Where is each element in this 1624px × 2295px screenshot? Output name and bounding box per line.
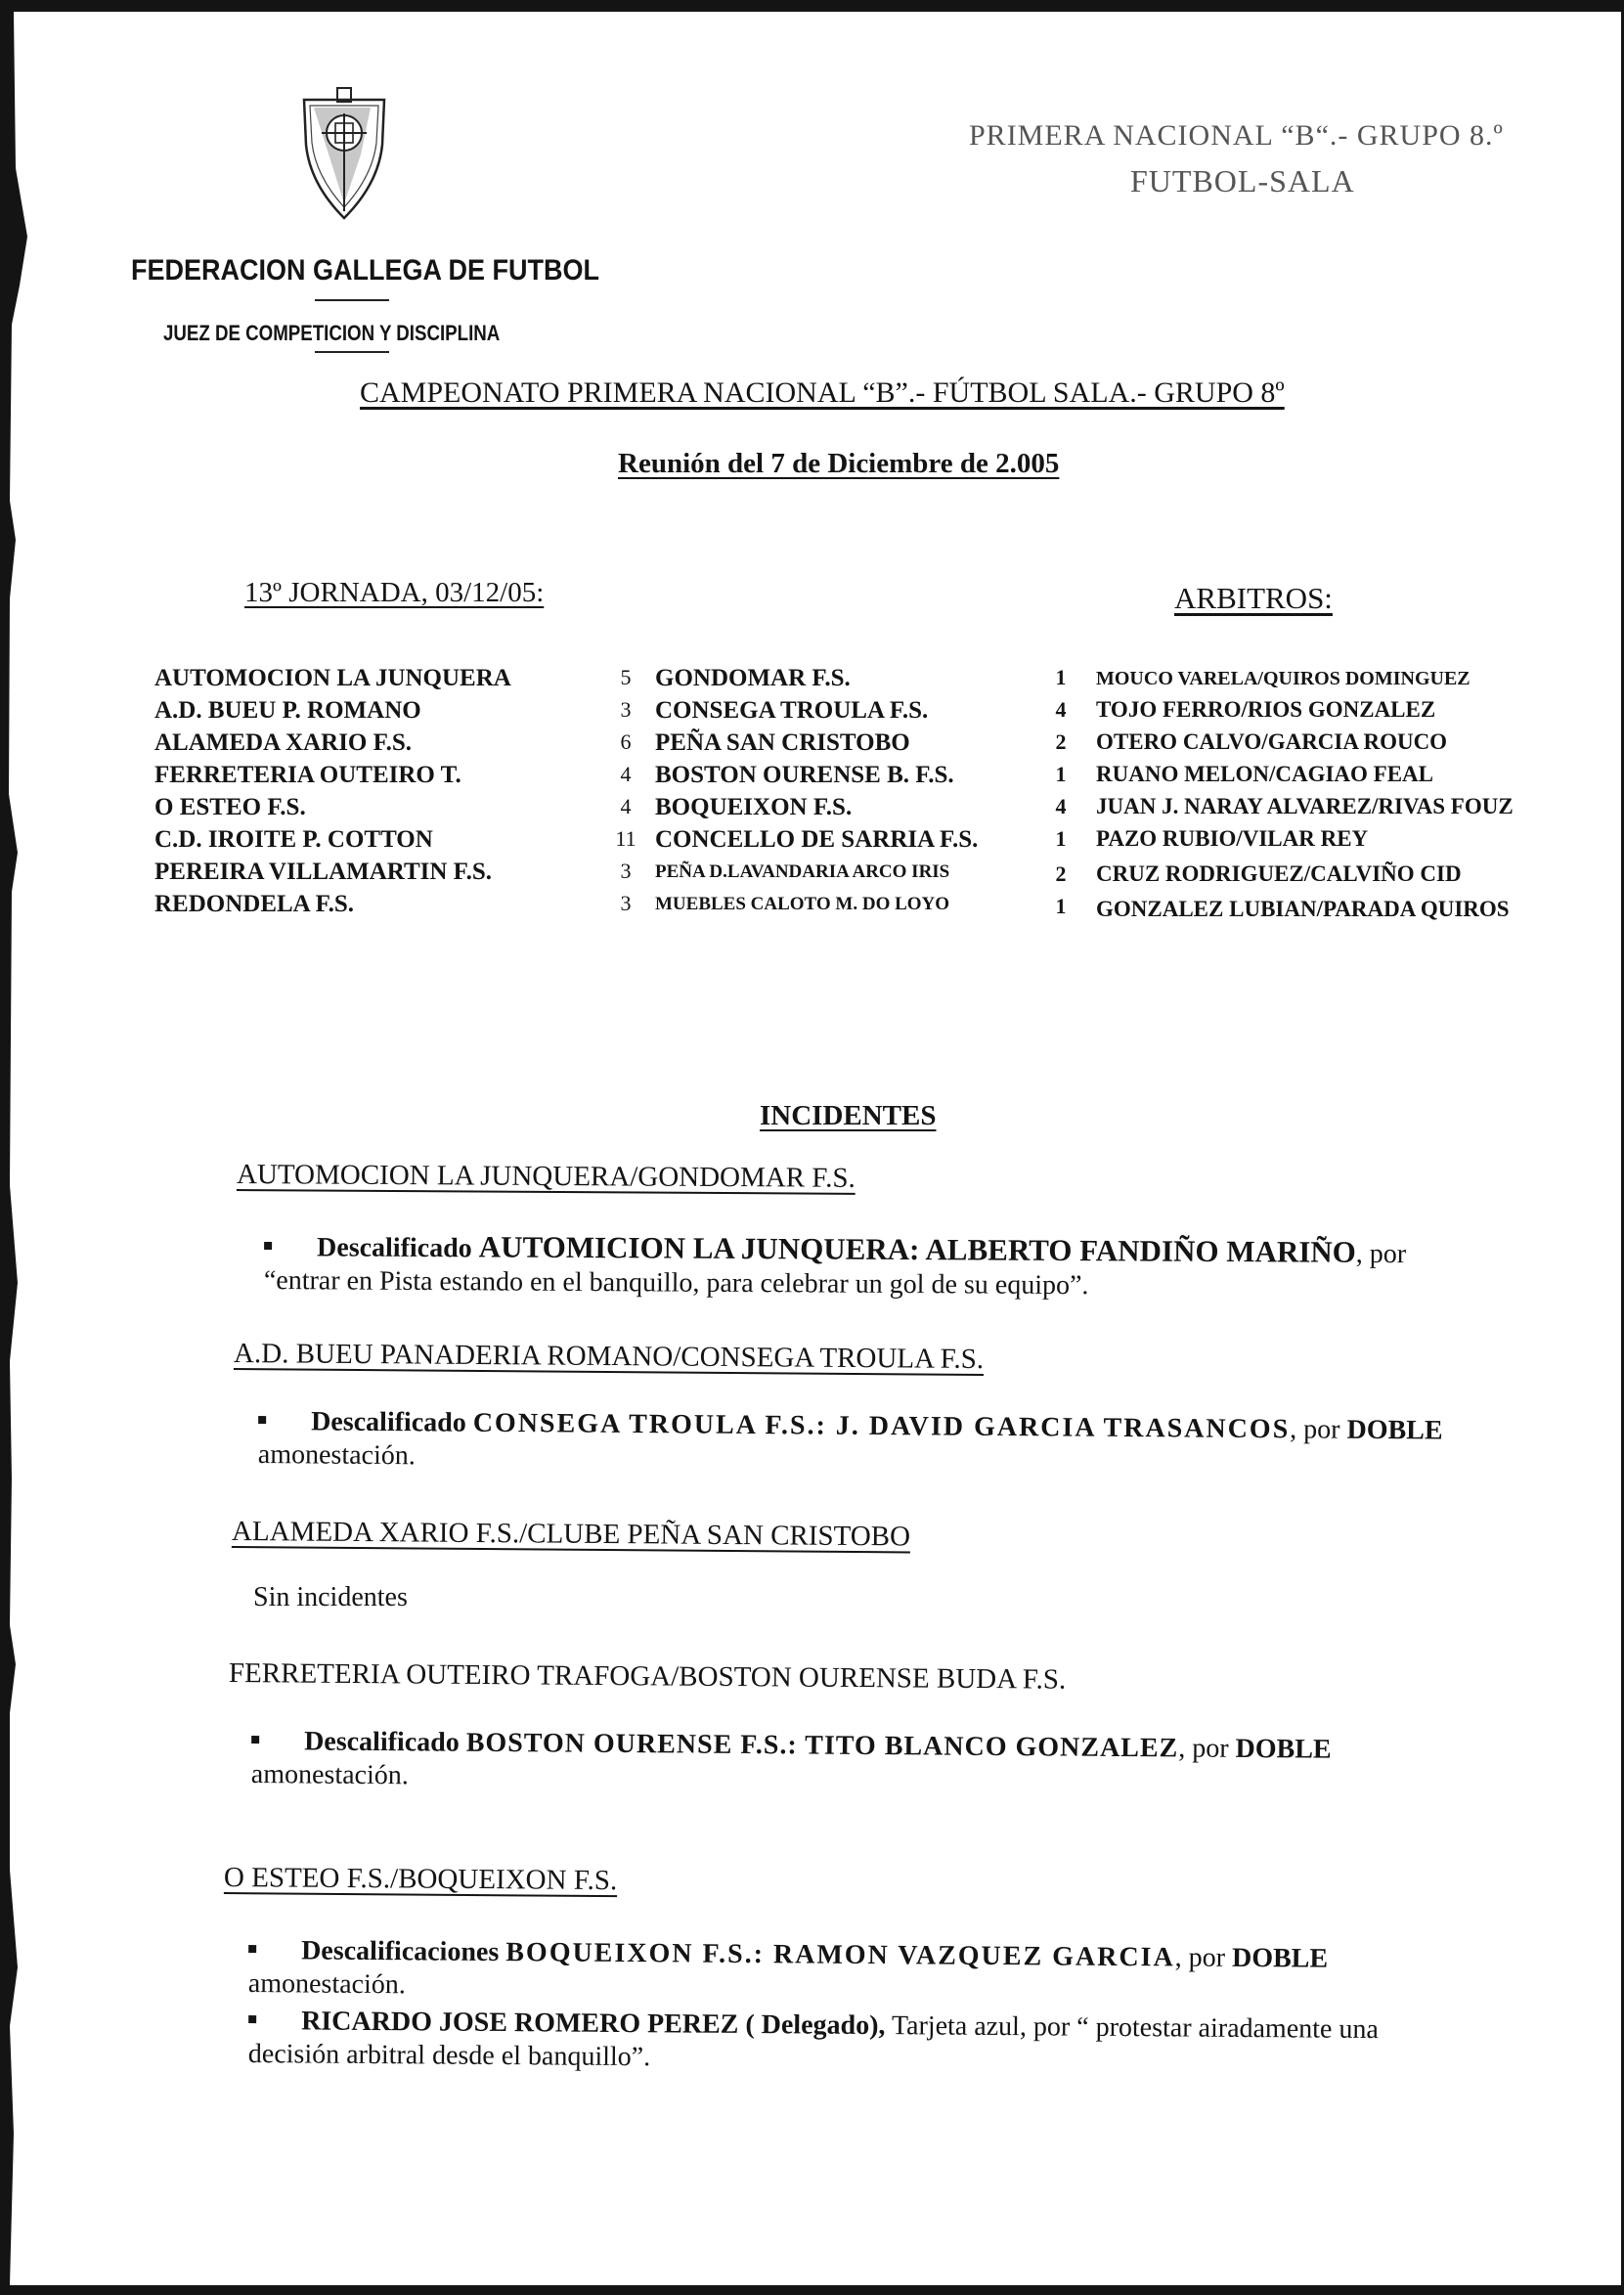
incident-text: Tarjeta azul, por “ protestar airadamente una decisión arbitral desde el banquillo”.	[247, 2010, 1379, 2073]
incident-text: Sin incidentes	[253, 1582, 408, 1612]
referees: GONZALEZ LUBIAN/PARADA QUIROS	[1096, 897, 1510, 921]
away-score: 1	[1055, 894, 1067, 918]
incident-text: , por “entrar en Pista estando en el banquillo, para celebrar un gol de su equipo”.	[263, 1238, 1407, 1302]
away-team: MUEBLES CALOTO M. DO LOYO	[655, 894, 950, 914]
referees: MOUCO VARELA/QUIROS DOMINGUEZ	[1096, 668, 1470, 689]
home-score: 3	[620, 697, 632, 722]
home-score: 3	[620, 891, 632, 915]
incident-subject: BOSTON OURENSE F.S.: TITO BLANCO GONZALEZ	[465, 1727, 1179, 1764]
referees: PAZO RUBIO/VILAR REY	[1096, 826, 1369, 851]
incident-paragraph	[248, 1934, 1469, 2010]
round-heading: 13º JORNADA, 03/12/05:	[244, 577, 545, 608]
table-row	[6, 859, 1621, 891]
home-score: 6	[620, 729, 632, 754]
incident-emphasis: DOBLE	[1231, 1942, 1329, 1974]
incident-subject: AUTOMICION LA JUNQUERA: ALBERTO FANDIÑO MARIÑO	[478, 1229, 1356, 1269]
incident-text: amonestación.	[247, 1968, 406, 2001]
match-title: FERRETERIA OUTEIRO TRAFOGA/BOSTON OURENSE BUDA F.S.	[228, 1657, 1067, 1696]
away-team: PEÑA SAN CRISTOBO	[655, 729, 910, 756]
bullet-icon	[248, 2015, 256, 2023]
incident-text: amonestación.	[257, 1439, 416, 1472]
away-team: BOSTON OURENSE B. F.S.	[655, 762, 954, 788]
home-score: 5	[620, 665, 632, 689]
away-team: CONSEGA TROULA F.S.	[655, 697, 929, 724]
referees: CRUZ RODRIGUEZ/CALVIÑO CID	[1096, 861, 1462, 886]
incident-lead: RICARDO JOSE ROMERO PEREZ	[301, 2006, 739, 2040]
bullet-icon	[248, 1945, 256, 1953]
divider	[315, 351, 389, 353]
away-score: 4	[1055, 794, 1067, 818]
away-team: GONDOMAR F.S.	[655, 665, 851, 691]
incident-text: , por	[1178, 1733, 1236, 1764]
table-row	[6, 729, 1621, 762]
incident-text: , por	[1290, 1414, 1347, 1445]
incident-emphasis: DOBLE	[1346, 1414, 1443, 1446]
home-score: 4	[620, 762, 632, 786]
incident-paragraph	[258, 1405, 1478, 1481]
incident-text: , por	[1174, 1942, 1233, 1973]
referees: TOJO FERRO/RIOS GONZALEZ	[1096, 697, 1436, 722]
away-score: 1	[1055, 665, 1067, 689]
away-score: 4	[1055, 697, 1067, 722]
federation-crest-icon	[300, 86, 388, 223]
incidents-heading: INCIDENTES	[760, 1100, 937, 1131]
referees: JUAN J. NARAY ALVAREZ/RIVAS FOUZ	[1096, 794, 1514, 818]
federation-name: FEDERACION GALLEGA DE FUTBOL	[131, 254, 599, 287]
torn-edge	[6, 12, 65, 2285]
incident-paragraph	[248, 2005, 1469, 2081]
table-row	[6, 794, 1621, 826]
match-title: O ESTEO F.S./BOQUEIXON F.S.	[223, 1862, 618, 1897]
incident-lead: Descalificado	[317, 1232, 472, 1264]
referees-heading: ARBITROS:	[1174, 581, 1333, 615]
incident-emphasis: DOBLE	[1235, 1733, 1332, 1765]
incident-lead: Descalificado	[304, 1726, 460, 1758]
table-row	[6, 762, 1621, 794]
home-team: REDONDELA F.S.	[154, 891, 354, 917]
document-title: CAMPEONATO PRIMERA NACIONAL “B”.- FÚTBOL SALA.- GRUPO 8º	[360, 376, 1285, 409]
document-page	[6, 12, 1621, 2285]
home-team: O ESTEO F.S.	[154, 794, 306, 820]
league-line: PRIMERA NACIONAL “B“.- GRUPO 8.º	[969, 119, 1504, 152]
referees: OTERO CALVO/GARCIA ROUCO	[1096, 729, 1448, 754]
home-team: FERRETERIA OUTEIRO T.	[154, 762, 461, 788]
incident-role: ( Delegado),	[738, 2008, 886, 2042]
away-team: CONCELLO DE SARRIA F.S.	[655, 826, 979, 853]
home-team: PEREIRA VILLAMARTIN F.S.	[154, 859, 493, 885]
match-title: A.D. BUEU PANADERIA ROMANO/CONSEGA TROULA F.S.	[233, 1338, 985, 1376]
incident-text: amonestación.	[250, 1759, 409, 1791]
away-score: 2	[1055, 861, 1067, 886]
bullet-icon	[251, 1736, 259, 1743]
incident-paragraph	[251, 1725, 1471, 1801]
away-score: 2	[1055, 729, 1067, 754]
referees: RUANO MELON/CAGIAO FEAL	[1096, 762, 1434, 786]
divider	[315, 299, 389, 301]
home-team: C.D. IROITE P. COTTON	[154, 826, 433, 853]
committee-name: JUEZ DE COMPETICION Y DISCIPLINA	[163, 321, 501, 345]
incident-lead: Descalificaciones	[301, 1935, 500, 1968]
table-row	[6, 826, 1621, 859]
table-row	[6, 665, 1621, 697]
home-score: 4	[620, 794, 632, 818]
home-team: A.D. BUEU P. ROMANO	[154, 697, 421, 724]
incident-lead: Descalificado	[311, 1406, 466, 1438]
incident-subject: BOQUEIXON F.S.: RAMON VAZQUEZ GARCIA	[505, 1937, 1175, 1973]
home-team: ALAMEDA XARIO F.S.	[154, 729, 413, 756]
home-score: 11	[615, 826, 636, 851]
bullet-icon	[264, 1242, 272, 1250]
home-team: AUTOMOCION LA JUNQUERA	[154, 665, 511, 691]
away-team: PEÑA D.LAVANDARIA ARCO IRIS	[655, 861, 950, 882]
table-row	[6, 891, 1621, 923]
away-score: 1	[1055, 762, 1067, 786]
meeting-date: Reunión del 7 de Diciembre de 2.005	[618, 448, 1060, 479]
away-team: BOQUEIXON F.S.	[655, 794, 853, 820]
match-title: AUTOMOCION LA JUNQUERA/GONDOMAR F.S.	[236, 1159, 856, 1194]
away-score: 1	[1055, 826, 1067, 851]
match-title: ALAMEDA XARIO F.S./CLUBE PEÑA SAN CRISTOBO	[231, 1516, 911, 1553]
bullet-icon	[258, 1416, 266, 1424]
incident-subject: CONSEGA TROULA F.S.: J. DAVID GARCIA TRASANCOS	[472, 1407, 1291, 1445]
sport-line: FUTBOL-SALA	[1130, 163, 1355, 199]
incident-paragraph	[264, 1229, 1484, 1305]
table-row	[6, 697, 1621, 729]
home-score: 3	[620, 859, 632, 883]
